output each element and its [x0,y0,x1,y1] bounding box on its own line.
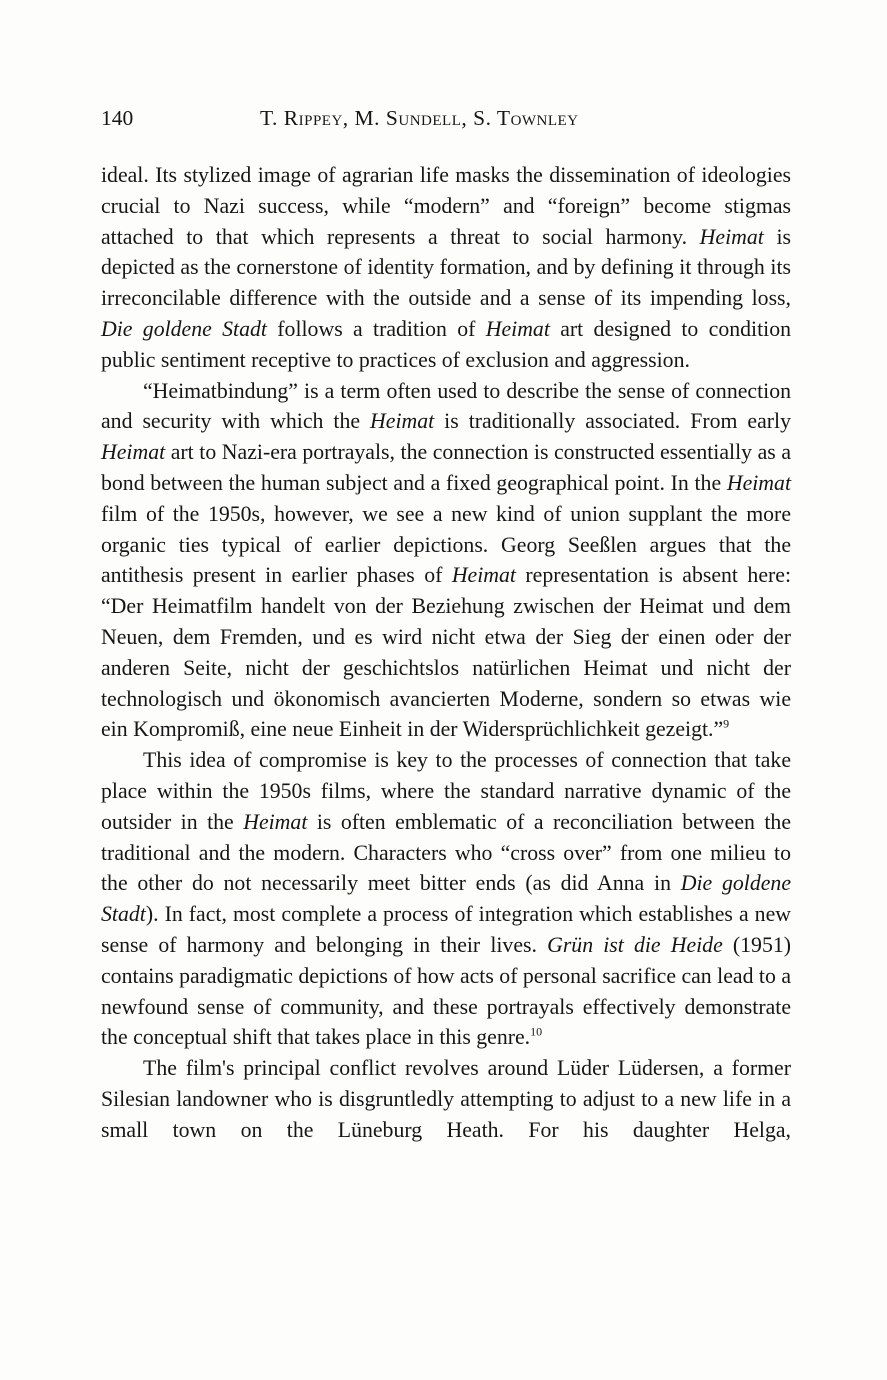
text-run: art to Nazi-era portrayals, the connection is constructed essentially as a bond between the human subject and a fixed geographical point. In the [101,440,791,495]
italic-term: Heimat [699,224,764,249]
text-run: ). In fact, most complete a process of integration which establishes a new sense of harmony and belonging in their lives. [101,902,791,957]
text-run: “Heimatbindung” is a term often used to describe the sense of connection and security with which the [101,378,791,434]
paragraph [101,1053,791,1145]
paragraph [101,745,791,1053]
italic-term: Heimat [370,409,435,434]
italic-term: Heimat [485,316,550,341]
italic-term: Grün ist die Heide [547,932,723,957]
footnote-ref: 10 [530,1025,543,1040]
text-run: This idea of compromise is key to the processes of connection that take place within the 1950s films, where the standard narrative dynamic of the outsider in the [101,748,791,834]
text-run: is depicted as the cornerstone of identity formation, and by defining it through its irreconcilable difference with the outside and a sense of its impending loss, [101,224,792,311]
page-number: 140 [101,106,134,130]
text-run: (1951) contains paradigmatic depictions of how acts of personal sacrifice can lead to a newfound sense of community, and these portrayals effectively demonstrate the conceptual shift that takes place in this genre. [101,932,792,1050]
italic-term: Die goldene Stadt [101,871,791,927]
text-run: ideal. Its stylized image of agrarian life masks the dissemination of ideologies crucial to Nazi success, while “modern” and “foreign” become stigmas attached to that which represents a threat to social harmony. [101,163,791,249]
paragraph [101,376,791,746]
paragraph [101,160,791,376]
italic-term: Heimat [243,809,308,834]
text-run: film of the 1950s, however, we see a new kind of union supplant the more organic ties typical of earlier depictions. Georg Seeßlen argues that the antithesis present in earlier phases of [101,501,791,588]
text-run: follows a tradition of [266,316,486,341]
text-run: representation is absent here: “Der Heimatfilm handelt von der Beziehung zwischen der Heimat und dem Neuen, dem Fremden, und es wird nicht etwa der Sieg der einen oder der anderen Seite, nicht der geschichtslos natürlichen Heimat und nicht der technologisch und ökonomisch avancierten Moderne, sondern so etwas wie ein Kompromiß, eine neue Einheit in der Widersprüchlichkeit gezeigt.” [101,563,791,742]
italic-term: Die goldene Stadt [101,316,267,341]
text-run: The film's principal conflict revolves around Lüder Lüdersen, a former Silesian landowner who is disgruntledly attempting to adjust to a new life in a small town on the Lüneburg Heath. For his daughter Helga, [101,1056,791,1142]
text-run: art designed to condition public sentiment receptive to practices of exclusion and aggression. [101,316,791,372]
italic-term: Heimat [726,470,791,495]
header-authors: T. Rippey, M. Sundell, S. Townley [260,106,579,130]
running-head [101,106,791,136]
footnote-ref: 9 [723,717,730,732]
italic-term: Heimat [451,563,516,588]
italic-term: Heimat [101,440,166,465]
text-run: is traditionally associated. From early [434,409,791,434]
text-run: is often emblematic of a reconciliation between the traditional and the modern. Characters who “cross over” from one milieu to the other do not necessarily meet bitter ends (as did Anna in [101,809,791,896]
body-text [101,160,791,1146]
